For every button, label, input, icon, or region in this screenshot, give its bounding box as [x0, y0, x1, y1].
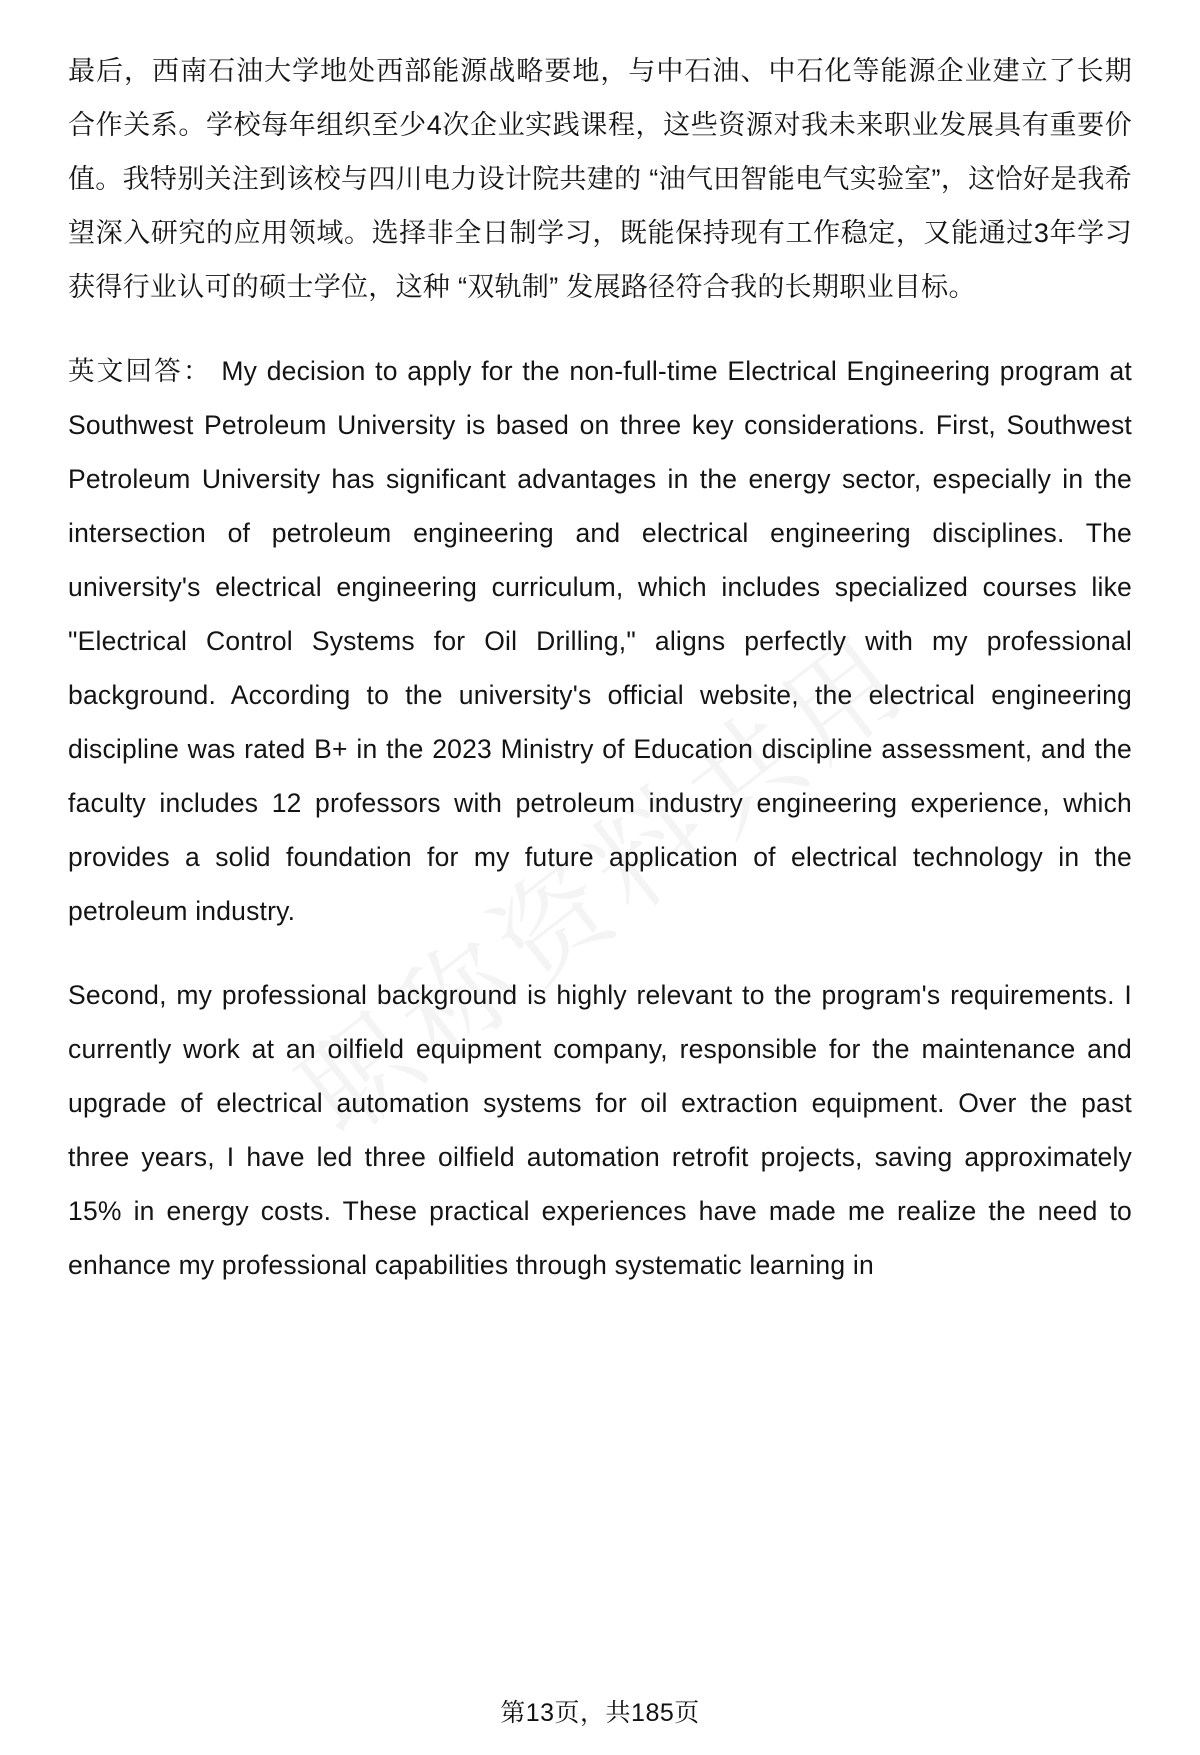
- page-footer: [0, 1693, 1200, 1729]
- paragraph-1: 最后，西南石油大学地处西部能源战略要地，与中石油、中石化等能源企业建立了长期合作关系。学校每年组织至少4次企业实践课程，这些资源对我未来职业发展具有重要价值。我特别关注到该校与四川电力设计院共建的 “油气田智能电气实验室”，这恰好是我希望深入研究的应用领域。选择非全日制学习，既能保持现有工作稳定，又能通过3年学习获得行业认可的硕士学位，这种 “双轨制” 发展路径符合我的长期职业目标。: [68, 56, 1132, 302]
- page-number-label: 第13页，共185页: [500, 1699, 700, 1727]
- paragraph-2: 英文回答： My decision to apply for the non-full-time Electrical Engineering program at Southwest Petroleum University is based on three key considerations. First, Southwest Petroleum University has significant advantages in the energy sector, especially in the intersection of petroleum engineering and electrical engineering disciplines. The university's electrical engineering curriculum, which includes specialized courses like "Electrical Control Systems for Oil Drilling," aligns perfectly with my professional background. According to the university's official website, the electrical engineering discipline was rated B+ in the 2023 Ministry of Education discipline assessment, and the faculty includes 12 professors with petroleum industry engineering experience, which provides a solid foundation for my future application of electrical technology in the petroleum industry.: [68, 356, 1132, 926]
- paragraph-3: Second, my professional background is highly relevant to the program's requirements. I currently work at an oilfield equipment company, responsible for the maintenance and upgrade of electrical automation systems for oil extraction equipment. Over the past three years, I have led three oilfield automation retrofit projects, saving approximately 15% in energy costs. These practical experiences have made me realize the need to enhance my professional capabilities through systematic learning in: [68, 980, 1132, 1280]
